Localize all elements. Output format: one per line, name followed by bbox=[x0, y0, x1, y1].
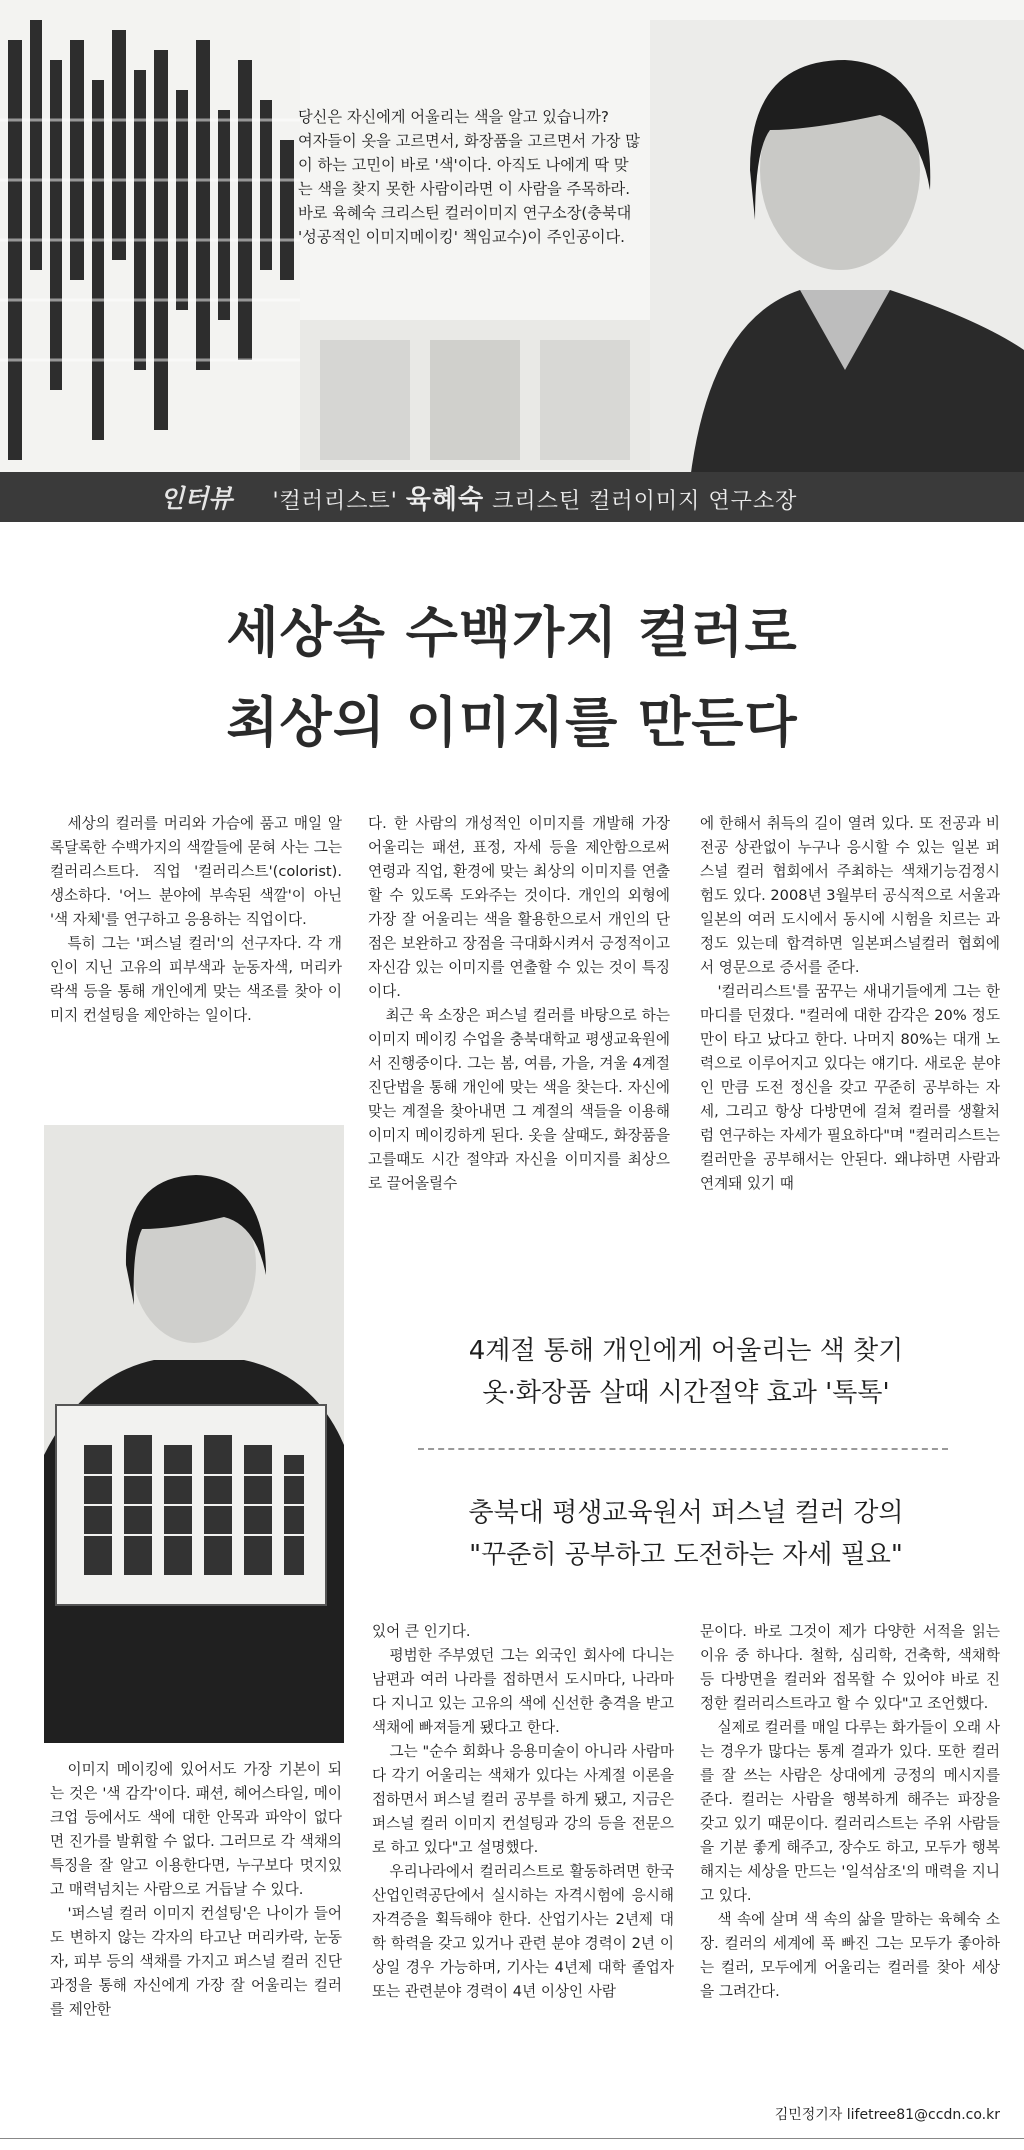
subhead-divider bbox=[418, 1448, 948, 1450]
column-1-top bbox=[50, 812, 342, 1028]
subhead-line: "꾸준히 공부하고 도전하는 자세 필요" bbox=[469, 1540, 903, 1570]
headline-line-2: 최상의 이미지를 만든다 bbox=[226, 691, 798, 754]
banner-subject bbox=[272, 479, 797, 516]
banner-subject-prefix: '컬러리스트' bbox=[272, 488, 398, 514]
portrait-photo-holding-swatches bbox=[44, 1125, 344, 1743]
swatch-board-graphic bbox=[300, 320, 660, 470]
subhead-line: 옷·화장품 살때 시간절약 효과 '톡톡' bbox=[482, 1378, 890, 1408]
column-2-top bbox=[368, 812, 670, 1196]
paragraph: 문이다. 바로 그것이 제가 다양한 서적을 읽는 이유 중 하나다. 철학, 심리학, 건축학, 색채학 등 다방면을 컬러와 접목할 수 있어야 바로 진정한 컬러리스트라고 할 수 있다"고 조언했다. bbox=[700, 1623, 1000, 1712]
banner-subject-name: 육혜숙 bbox=[405, 484, 485, 515]
interview-banner bbox=[0, 472, 1024, 522]
banner-subject-title: 크리스틴 컬러이미지 연구소장 bbox=[492, 488, 798, 514]
paragraph: 최근 육 소장은 퍼스널 컬러를 바탕으로 하는 이미지 메이킹 수업을 충북대학교 평생교육원에서 진행중이다. 그는 봄, 여름, 가을, 겨울 4계절 진단법을 통해 개인에 맞는 색을 찾는다. 자신에 맞는 계절을 찾아내면 그 계절의 색들을 이용해 이미지 메이킹하게 된다. 옷을 살때도, 화장품을 고를때도 시간 절약과 자신을 이미지를 최상으로 끌어올릴수 bbox=[368, 1007, 670, 1192]
byline: 김민정기자 lifetree81@ccdn.co.kr bbox=[774, 2107, 1000, 2123]
paragraph: '컬러리스트'를 꿈꾸는 새내기들에게 그는 한마디를 던졌다. "컬러에 대한 감각은 20% 정도만이 타고 났다고 한다. 나머지 80%는 대개 노력으로 이루어지고 있다는 얘기다. 새로운 분야인 만큼 도전 정신을 갖고 꾸준히 공부하는 자세, 그리고 항상 다방면에 걸쳐 컬러를 생활처럼 연구하는 자세가 필요하다"며 "컬러리스트는 컬러만을 공부해서는 안된다. 왜냐하면 사람과 연계돼 있기 때 bbox=[700, 983, 1000, 1192]
intro-line: 여자들이 옷을 고르면서, 화장품을 고르면서 가장 많 bbox=[298, 132, 640, 150]
top-photo-area bbox=[0, 0, 1024, 520]
paragraph: 특히 그는 '퍼스널 컬러'의 선구자다. 각 개인이 지닌 고유의 피부색과 눈동자색, 머리카락색 등을 통해 개인에게 맞는 색조를 찾아 이미지 컨설팅을 제안하는 일이다. bbox=[50, 935, 342, 1024]
portrait-photo-top bbox=[650, 20, 1024, 480]
intro-line: 바로 육혜숙 크리스틴 컬러이미지 연구소장(충북대 bbox=[298, 204, 632, 222]
bottom-rule bbox=[0, 2138, 1024, 2139]
banner-label: 인터뷰 bbox=[160, 484, 233, 513]
paragraph: 실제로 컬러를 매일 다루는 화가들이 오래 사는 경우가 많다는 통계 결과가 있다. 또한 컬러를 잘 쓰는 사람은 상대에게 긍정의 메시지를 준다. 컬러는 사람을 행복하게 해주는 파장을 갖고 있기 때문이다. 컬러리스트는 주위 사람들을 기분 좋게 해주고, 장수도 하고, 모두가 행복해지는 세상을 만드는 '일석삼조'의 매력을 지니고 있다. bbox=[700, 1719, 1000, 1904]
intro-line: 당신은 자신에게 어울리는 색을 알고 있습니까? bbox=[298, 108, 609, 126]
subhead-line: 충북대 평생교육원서 퍼스널 컬러 강의 bbox=[468, 1498, 904, 1528]
column-2-bottom bbox=[372, 1620, 674, 2004]
paragraph: 에 한해서 취득의 길이 열려 있다. 또 전공과 비전공 상관없이 누구나 응시할 수 있는 일본 퍼스널 컬러 협회에서 주최하는 색채기능검정시험도 있다. 2008년 3월부터 공식적으로 서울과 일본의 여러 도시에서 동시에 시험을 치르는 과정도 있는데 합격하면 일본퍼스널컬러 협회에서 영문으로 증서를 준다. bbox=[700, 815, 1000, 976]
column-3-top bbox=[700, 812, 1000, 1196]
paragraph: 평범한 주부였던 그는 외국인 회사에 다니는 남편과 여러 나라를 접하면서 도시마다, 나라마다 지니고 있는 고유의 색에 신선한 충격을 받고 색채에 빠져들게 됐다고 한다. bbox=[372, 1647, 674, 1736]
intro-line: 는 색을 찾지 못한 사람이라면 이 사람을 주목하라. bbox=[298, 180, 631, 198]
paragraph: 그는 "순수 회화나 응용미술이 아니라 사람마다 각기 어울리는 색채가 있다는 사계절 이론을 접하면서 퍼스널 컬러 공부를 하게 됐고, 지금은 퍼스널 컬러 이미지 컨설팅과 강의 등을 전문으로 하고 있다"고 설명했다. bbox=[372, 1743, 674, 1856]
paragraph: 다. 한 사람의 개성적인 이미지를 개발해 가장 어울리는 패션, 표정, 자세 등을 제안함으로써 연령과 직업, 환경에 맞는 최상의 이미지를 연출할 수 있도록 도와주는 것이다. 개인의 외형에 가장 잘 어울리는 색을 활용한으로서 개인의 단점은 보완하고 장점을 극대화시켜서 긍정적이고 자신감 있는 이미지를 연출할 수 있는 것이 특징이다. bbox=[368, 815, 670, 1000]
subhead-block-2 bbox=[372, 1492, 1000, 1576]
intro-line: '성공적인 이미지메이킹' 책임교수)이 주인공이다. bbox=[298, 228, 626, 246]
color-chip-columns-graphic bbox=[0, 0, 300, 470]
subhead-line: 4계절 통해 개인에게 어울리는 색 찾기 bbox=[468, 1336, 904, 1366]
headline-line-1: 세상속 수백가지 컬러로 bbox=[226, 601, 798, 664]
paragraph: '퍼스널 컬러 이미지 컨설팅'은 나이가 들어도 변하지 않는 각자의 타고난 머리카락, 눈동자, 피부 등의 색채를 가지고 퍼스널 컬러 진단 과정을 통해 자신에게 가장 잘 어울리는 컬러를 제안한 bbox=[50, 1905, 342, 2018]
subhead-block-1 bbox=[372, 1330, 1000, 1414]
paragraph: 있어 큰 인기다. bbox=[372, 1623, 471, 1640]
paragraph: 세상의 컬러를 머리와 가슴에 품고 매일 알록달록한 수백가지의 색깔들에 묻혀 사는 그는 컬러리스트다. 직업 '컬러리스트'(colorist). 생소하다. '어느 분야에 부속된 색깔'이 아닌 '색 자체'를 연구하고 응용하는 직업이다. bbox=[50, 815, 342, 928]
column-1-bottom bbox=[50, 1758, 342, 2022]
intro-line: 이 하는 고민이 바로 '색'이다. 아직도 나에게 딱 맞 bbox=[298, 156, 629, 174]
column-3-bottom bbox=[700, 1620, 1000, 2004]
intro-paragraph bbox=[298, 105, 698, 249]
paragraph: 이미지 메이킹에 있어서도 가장 기본이 되는 것은 '색 감각'이다. 패션, 헤어스타일, 메이크업 등에서도 색에 대한 안목과 파악이 없다면 진가를 발휘할 수 없다. 그러므로 각 색채의 특징을 잘 알고 이용한다면, 누구보다 멋지있고 매력넘치는 사람으로 거듭날 수 있다. bbox=[50, 1761, 342, 1898]
portrait-photo-graphic bbox=[44, 1125, 344, 1743]
paragraph: 색 속에 살며 색 속의 삶을 말하는 육혜숙 소장. 컬러의 세계에 푹 빠진 그는 모두가 좋아하는 컬러, 모두에게 어울리는 컬러를 찾아 세상을 그려간다. bbox=[700, 1911, 1000, 2000]
paragraph: 우리나라에서 컬러리스트로 활동하려면 한국산업인력공단에서 실시하는 자격시험에 응시해 자격증을 획득해야 한다. 산업기사는 2년제 대학 학력을 갖고 있거나 관련 분야 경력이 2년 이상일 경우 가능하며, 기사는 4년제 대학 졸업자 또는 관련분야 경력이 4년 이상인 사람 bbox=[372, 1863, 674, 2000]
